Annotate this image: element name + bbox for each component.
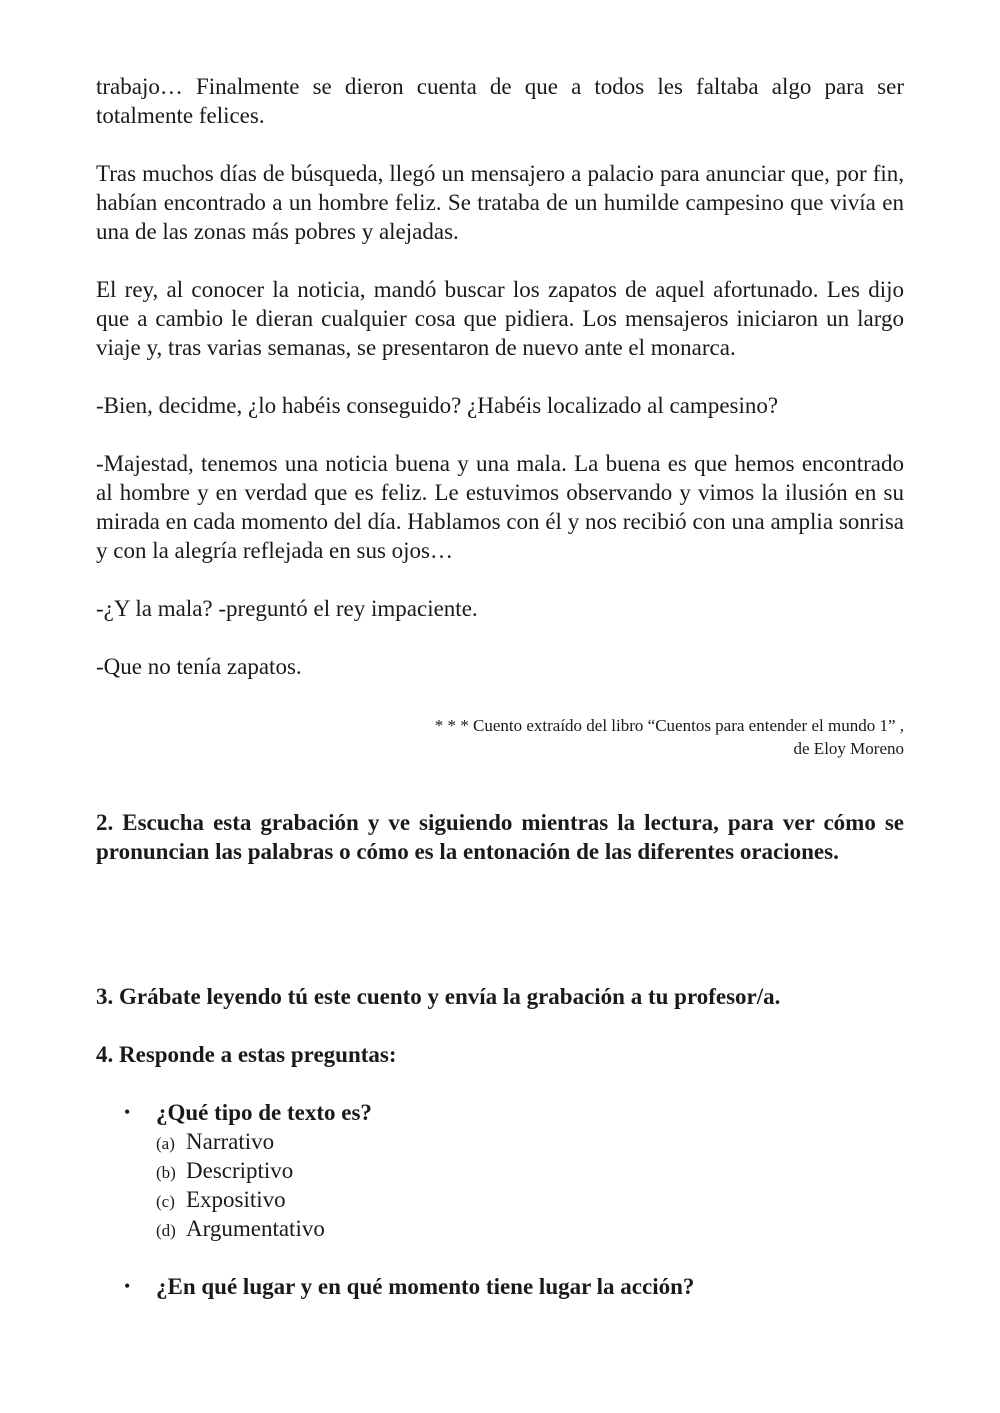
story-paragraph-7: -Que no tenía zapatos. (96, 654, 302, 679)
question-2-text: ¿En qué lugar y en qué momento tiene lugar la acción? (156, 1274, 695, 1299)
question-1-text: ¿Qué tipo de texto es? (156, 1100, 372, 1125)
question-2 (96, 1272, 904, 1301)
credit-line-1: * * * Cuento extraído del libro “Cuentos para entender el mundo 1” , (434, 716, 904, 735)
option-b (156, 1156, 904, 1185)
task-2-heading: 2. Escucha esta grabación y ve siguiendo mientras la lectura, para ver cómo se pronuncian las palabras o cómo es la entonación de las diferentes oraciones. (96, 810, 904, 864)
option-c-label: Expositivo (186, 1187, 286, 1212)
option-a-label: Narrativo (186, 1129, 275, 1154)
question-list (96, 1098, 904, 1301)
story-paragraph-2: Tras muchos días de búsqueda, llegó un mensajero a palacio para anunciar que, por fin, habían encontrado a un hombre feliz. Se trataba de un humilde campesino que vivía en una de las zonas más pobres y alejadas. (96, 161, 904, 244)
task-3-heading: 3. Grábate leyendo tú este cuento y envía la grabación a tu profesor/a. (96, 984, 781, 1009)
option-b-letter: (b) (156, 1163, 176, 1182)
option-a (156, 1127, 904, 1156)
story-paragraph-3: El rey, al conocer la noticia, mandó buscar los zapatos de aquel afortunado. Les dijo que a cambio le dieran cualquier cosa que pidiera. Los mensajeros iniciaron un largo viaje y, tras varias semanas, se presentaron de nuevo ante el monarca. (96, 277, 904, 360)
task-4-heading: 4. Responde a estas preguntas: (96, 1042, 397, 1067)
story-credit (96, 714, 904, 760)
credit-line-2: de Eloy Moreno (793, 739, 904, 758)
option-c-letter: (c) (156, 1192, 175, 1211)
document-page (96, 72, 904, 1301)
story-paragraph-4: -Bien, decidme, ¿lo habéis conseguido? ¿Habéis localizado al campesino? (96, 393, 779, 418)
option-b-label: Descriptivo (186, 1158, 294, 1183)
bullet-icon: • (124, 1102, 131, 1122)
option-d (156, 1214, 904, 1243)
option-d-label: Argumentativo (186, 1216, 325, 1241)
option-a-letter: (a) (156, 1134, 175, 1153)
story-paragraph-6: -¿Y la mala? -preguntó el rey impaciente. (96, 596, 478, 621)
bullet-icon: • (124, 1276, 131, 1296)
question-1 (96, 1098, 904, 1243)
option-d-letter: (d) (156, 1221, 176, 1240)
story-paragraph-5: -Majestad, tenemos una noticia buena y una mala. La buena es que hemos encontrado al hombre y en verdad que es feliz. Le estuvimos observando y vimos la ilusión en su mirada en cada momento del día. Hablamos con él y nos recibió con una amplia sonrisa y con la alegría reflejada en sus ojos… (96, 451, 904, 563)
question-1-options (156, 1127, 904, 1243)
option-c (156, 1185, 904, 1214)
story-paragraph-1: trabajo… Finalmente se dieron cuenta de que a todos les faltaba algo para ser totalmente felices. (96, 74, 904, 128)
